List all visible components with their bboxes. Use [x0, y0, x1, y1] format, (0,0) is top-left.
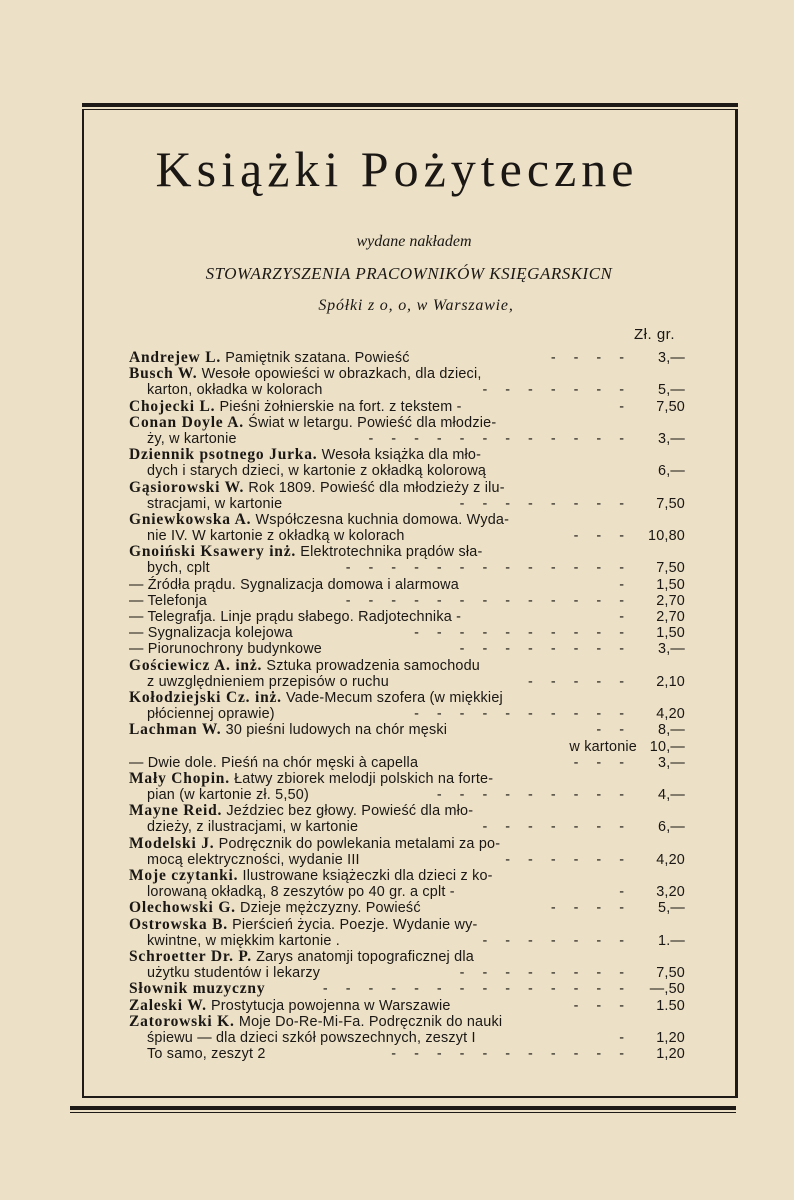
entry-price: 1.— — [658, 932, 685, 949]
list-item — [129, 512, 689, 528]
entry-price: 5,— — [658, 900, 685, 917]
entry-text — [147, 1046, 266, 1062]
leader-dashes: - - - - - - - - - - — [414, 706, 631, 723]
list-item — [129, 884, 689, 900]
list-item — [129, 998, 689, 1014]
leader-dashes: - — [619, 609, 631, 625]
leader-dashes: - - - - - - - - — [459, 965, 631, 982]
entry-author: Mały Chopin. — [129, 769, 230, 787]
leader-dashes: - — [619, 884, 631, 901]
entry-description: Elektrotechnika prądów sła- — [296, 544, 483, 561]
list-item — [129, 690, 689, 706]
entry-author: Conan Doyle A. — [129, 413, 244, 431]
entry-text — [129, 609, 461, 625]
list-item — [129, 900, 689, 916]
entry-text — [147, 884, 455, 900]
entry-text — [147, 674, 389, 690]
publisher-intro: wydane nakładem — [356, 233, 472, 250]
entry-price: 3,— — [658, 641, 685, 658]
entry-text — [129, 415, 496, 431]
list-item — [129, 917, 689, 933]
list-item — [129, 981, 689, 997]
entry-text — [129, 722, 447, 738]
leader-dashes: - - - — [573, 754, 631, 771]
list-item — [129, 933, 689, 949]
entry-price: 4,20 — [656, 851, 685, 868]
entry-text — [129, 625, 293, 641]
list-item — [129, 399, 689, 415]
entry-author: Moje czytanki. — [129, 867, 239, 884]
entry-description: Ilustrowane książeczki dla dzieci z ko- — [238, 868, 493, 884]
list-item — [129, 415, 689, 431]
entry-text — [129, 755, 418, 771]
entry-author: Chojecki L. — [129, 397, 216, 415]
entry-description: Podręcznik do powlekania metalami za po- — [214, 835, 501, 852]
entry-text — [129, 577, 459, 593]
leader-dashes: - - - - - - - - - - - - — [368, 430, 631, 447]
leader-dashes: - - - - - - - - - - - - - — [345, 592, 631, 609]
list-item — [129, 528, 689, 544]
entry-price: 2,70 — [656, 592, 685, 609]
entry-price: 10,— — [649, 738, 685, 755]
leader-dashes: - - - - - - — [505, 851, 631, 868]
entry-author: Dziennik psotnego Jurka. — [129, 446, 318, 464]
list-item — [129, 755, 689, 771]
entry-price: 1,50 — [656, 576, 685, 593]
entry-price: —,50 — [649, 981, 685, 998]
entry-description: To samo, zeszyt 2 — [147, 1046, 266, 1063]
leader-dashes: - — [619, 398, 631, 415]
entry-description: Prostytucja powojenna w Warszawie — [206, 997, 451, 1014]
entry-price: 3,— — [658, 754, 685, 771]
entry-text — [147, 965, 320, 981]
entry-price: 7,50 — [656, 965, 685, 982]
entry-text — [129, 803, 473, 819]
entry-text — [129, 900, 421, 916]
entry-price: 1.50 — [656, 997, 685, 1014]
entry-author: Gniewkowska A. — [129, 510, 252, 528]
entry-text — [129, 480, 505, 496]
entry-price: 3,— — [658, 430, 685, 447]
entry-price: 3,20 — [656, 884, 685, 901]
entry-description: pian (w kartonie zł. 5,50) — [147, 787, 309, 804]
entry-description: Pierścień życia. Poezje. Wydanie wy- — [227, 916, 478, 933]
entry-description: Wesołe opowieści w obrazkach, dla dzieci, — [197, 366, 482, 383]
leader-dashes: - - - - - - - - — [459, 495, 631, 512]
book-list — [129, 350, 689, 1062]
entry-text — [129, 949, 474, 965]
list-item — [129, 771, 689, 787]
entry-description: — Telefonja — [129, 592, 207, 609]
entry-price: 2,70 — [656, 609, 685, 625]
entry-author: Słownik muzyczny — [129, 980, 266, 998]
entry-text — [129, 350, 410, 366]
list-item — [129, 577, 689, 593]
leader-dashes: - — [619, 1029, 631, 1046]
entry-text — [147, 528, 405, 544]
leader-dashes: - - - - — [550, 900, 631, 917]
entry-description: Współczesna kuchnia domowa. Wyda- — [251, 511, 510, 528]
entry-price: 6,— — [658, 819, 685, 836]
entry-author: Gąsiorowski W. — [129, 478, 245, 496]
list-item — [129, 1030, 689, 1046]
list-item — [129, 1046, 689, 1062]
leader-dashes: - - - — [573, 997, 631, 1014]
entry-description: stracjami, w kartonie — [147, 495, 283, 512]
leader-dashes: - — [619, 576, 631, 593]
list-item — [129, 803, 689, 819]
entry-price: 3,— — [658, 350, 685, 366]
entry-text — [129, 366, 482, 382]
entry-price: 1,50 — [656, 625, 685, 642]
entry-price: 4,— — [658, 787, 685, 804]
entry-description: śpiewu — dla dzieci szkół powszechnych, zeszyt I — [147, 1029, 476, 1046]
leader-dashes: - - - - - - - - - - - - - — [345, 560, 631, 577]
entry-description: Moje Do-Re-Mi-Fa. Podręcznik do nauki — [234, 1013, 503, 1030]
entry-text — [129, 593, 207, 609]
page-title: Książki Pożyteczne — [155, 141, 639, 197]
list-item — [129, 350, 689, 366]
list-item — [129, 609, 689, 625]
entry-text — [129, 868, 493, 884]
list-item — [129, 819, 689, 835]
publisher-name: STOWARZYSZENIA PRACOWNIKÓW KSIĘGARSKICN — [205, 264, 613, 283]
entry-price: 8,— — [658, 722, 685, 739]
leader-dashes: - - - - — [550, 350, 631, 366]
entry-description: karton, okładka w kolorach — [147, 382, 323, 399]
entry-price: 7,50 — [656, 560, 685, 577]
leader-dashes: - - — [596, 722, 631, 739]
entry-author: Schroetter Dr. P. — [129, 947, 252, 965]
entry-description: kwintne, w miękkim kartonie . — [147, 932, 340, 949]
entry-description: Rok 1809. Powieść dla młodzieży z ilu- — [244, 479, 505, 496]
entry-description: Pamiętnik szatana. Powieść — [221, 350, 410, 366]
entry-description: nie IV. W kartonie z okładką w kolorach — [147, 528, 405, 545]
currency-header: Zł. gr. — [634, 326, 676, 343]
entry-text — [129, 544, 482, 560]
list-item — [129, 625, 689, 641]
entry-description: w kartonie — [569, 738, 637, 755]
entry-price: 7,50 — [656, 398, 685, 415]
list-item — [129, 658, 689, 674]
entry-price: 4,20 — [656, 706, 685, 723]
entry-description: Zarys anatomji topograficznej dla — [251, 948, 474, 965]
entry-price: 7,50 — [656, 495, 685, 512]
entry-text — [147, 431, 237, 447]
entry-description: — Piorunochrony budynkowe — [129, 641, 322, 658]
list-item — [129, 674, 689, 690]
entry-description: — Telegrafja. Linje prądu słabego. Radjotechnika - — [129, 609, 462, 625]
entry-text — [129, 771, 493, 787]
list-item — [129, 787, 689, 803]
entry-text — [129, 658, 480, 674]
entry-text — [147, 706, 275, 722]
entry-text — [147, 560, 210, 576]
entry-description: — Sygnalizacja kolejowa — [129, 625, 293, 642]
list-item — [129, 544, 689, 560]
entry-text — [147, 463, 486, 479]
entry-text — [147, 933, 340, 949]
entry-text — [569, 739, 637, 755]
entry-author: Andrejew L. — [129, 349, 222, 366]
entry-description: lorowaną okładką, 8 zeszytów po 40 gr. a cplt - — [147, 884, 455, 901]
list-item — [129, 496, 689, 512]
list-item — [129, 706, 689, 722]
entry-description: ży, w kartonie — [147, 430, 237, 447]
entry-description: Dzieje mężczyzny. Powieść — [235, 900, 421, 917]
publisher-location: Spółki z o, o, w Warszawie, — [318, 297, 514, 314]
list-item — [129, 641, 689, 657]
list-item — [129, 722, 689, 738]
entry-description: z uwzględnieniem przepisów o ruchu — [147, 673, 389, 690]
entry-description: bych, cplt — [147, 560, 210, 577]
entry-description: Jeździec bez głowy. Powieść dla mło- — [222, 803, 474, 820]
entry-description: dych i starych dzieci, w kartonie z okładką kolorową — [147, 463, 487, 480]
entry-text — [129, 447, 481, 463]
bottom-border-rule — [70, 1106, 736, 1110]
entry-description: dzieży, z ilustracjami, w kartonie — [147, 819, 359, 836]
list-item — [129, 1014, 689, 1030]
entry-text — [129, 512, 509, 528]
list-item — [129, 463, 689, 479]
entry-text — [129, 836, 500, 852]
entry-description: płóciennej oprawie) — [147, 706, 275, 723]
entry-price: 2,10 — [656, 673, 685, 690]
entry-description: Łatwy zbiorek melodji polskich na forte- — [229, 770, 494, 787]
entry-author: Busch W. — [129, 365, 198, 383]
list-item — [129, 852, 689, 868]
entry-author: Kołodziejski Cz. inż. — [129, 688, 282, 706]
entry-author: Zaleski W. — [129, 996, 207, 1014]
entry-text — [129, 981, 265, 997]
entry-author: Lachman W. — [129, 721, 222, 739]
entry-text — [129, 1014, 502, 1030]
entry-price: 10,80 — [647, 528, 685, 545]
entry-description: Sztuka prowadzenia samochodu — [262, 657, 481, 674]
leader-dashes: - - - - - - - - - - - - - - — [322, 981, 631, 998]
entry-description: Vade-Mecum szofera (w miękkiej — [281, 689, 503, 706]
entry-description: Wesoła książka dla mło- — [317, 447, 482, 464]
leader-dashes: - - - - - - - - - - — [414, 625, 631, 642]
list-item — [129, 480, 689, 496]
entry-text — [129, 641, 322, 657]
entry-author: Gnoiński Ksawery inż. — [129, 543, 297, 561]
entry-text — [129, 399, 462, 415]
entry-author: Zatorowski K. — [129, 1012, 235, 1030]
leader-dashes: - - - - - - - — [482, 382, 631, 399]
entry-author: Olechowski G. — [129, 899, 236, 917]
entry-text — [129, 690, 503, 706]
leader-dashes: - - - - - - - - - — [436, 787, 631, 804]
list-item — [129, 382, 689, 398]
entry-author: Ostrowska B. — [129, 915, 228, 933]
leader-dashes: - - - - - - - — [482, 819, 631, 836]
entry-text — [147, 496, 282, 512]
list-item — [129, 560, 689, 576]
entry-author: Modelski J. — [129, 834, 215, 852]
leader-dashes: - - - - - — [528, 673, 631, 690]
entry-price: 6,— — [658, 463, 685, 480]
entry-author: Mayne Reid. — [129, 802, 223, 820]
entry-author: Gościewicz A. inż. — [129, 656, 263, 674]
entry-text — [129, 917, 478, 933]
list-item — [129, 431, 689, 447]
list-item — [129, 739, 689, 755]
entry-text — [147, 382, 323, 398]
entry-description: — Dwie dole. Pieśń na chór męski à capella — [129, 754, 419, 771]
entry-description: mocą elektryczności, wydanie III — [147, 851, 360, 868]
leader-dashes: - - - - - - - - - - - — [391, 1046, 631, 1063]
leader-dashes: - - - — [573, 528, 631, 545]
bottom-border-rule-thin — [70, 1112, 736, 1113]
entry-text — [147, 819, 358, 835]
entry-text — [147, 1030, 476, 1046]
entry-description: użytku studentów i lekarzy — [147, 965, 321, 982]
list-item — [129, 366, 689, 382]
list-item — [129, 868, 689, 884]
list-item — [129, 949, 689, 965]
top-border-rule — [82, 103, 738, 107]
entry-description: — Źródła prądu. Sygnalizacja domowa i alarmowa — [129, 576, 459, 593]
entry-text — [147, 787, 309, 803]
entry-price: 5,— — [658, 382, 685, 399]
entry-price: 1,20 — [656, 1029, 685, 1046]
entry-price: 1,20 — [656, 1046, 685, 1063]
leader-dashes: - - - - - - - — [482, 932, 631, 949]
entry-text — [147, 852, 360, 868]
list-item — [129, 836, 689, 852]
entry-text — [129, 998, 451, 1014]
entry-description: Pieśni żołnierskie na fort. z tekstem - — [215, 398, 462, 415]
list-item — [129, 593, 689, 609]
entry-description: Świat w letargu. Powieść dla młodzie- — [243, 414, 497, 431]
entry-description: 30 pieśni ludowych na chór męski — [221, 722, 448, 739]
list-item — [129, 447, 689, 463]
list-item — [129, 965, 689, 981]
leader-dashes: - - - - - - - - — [459, 641, 631, 658]
